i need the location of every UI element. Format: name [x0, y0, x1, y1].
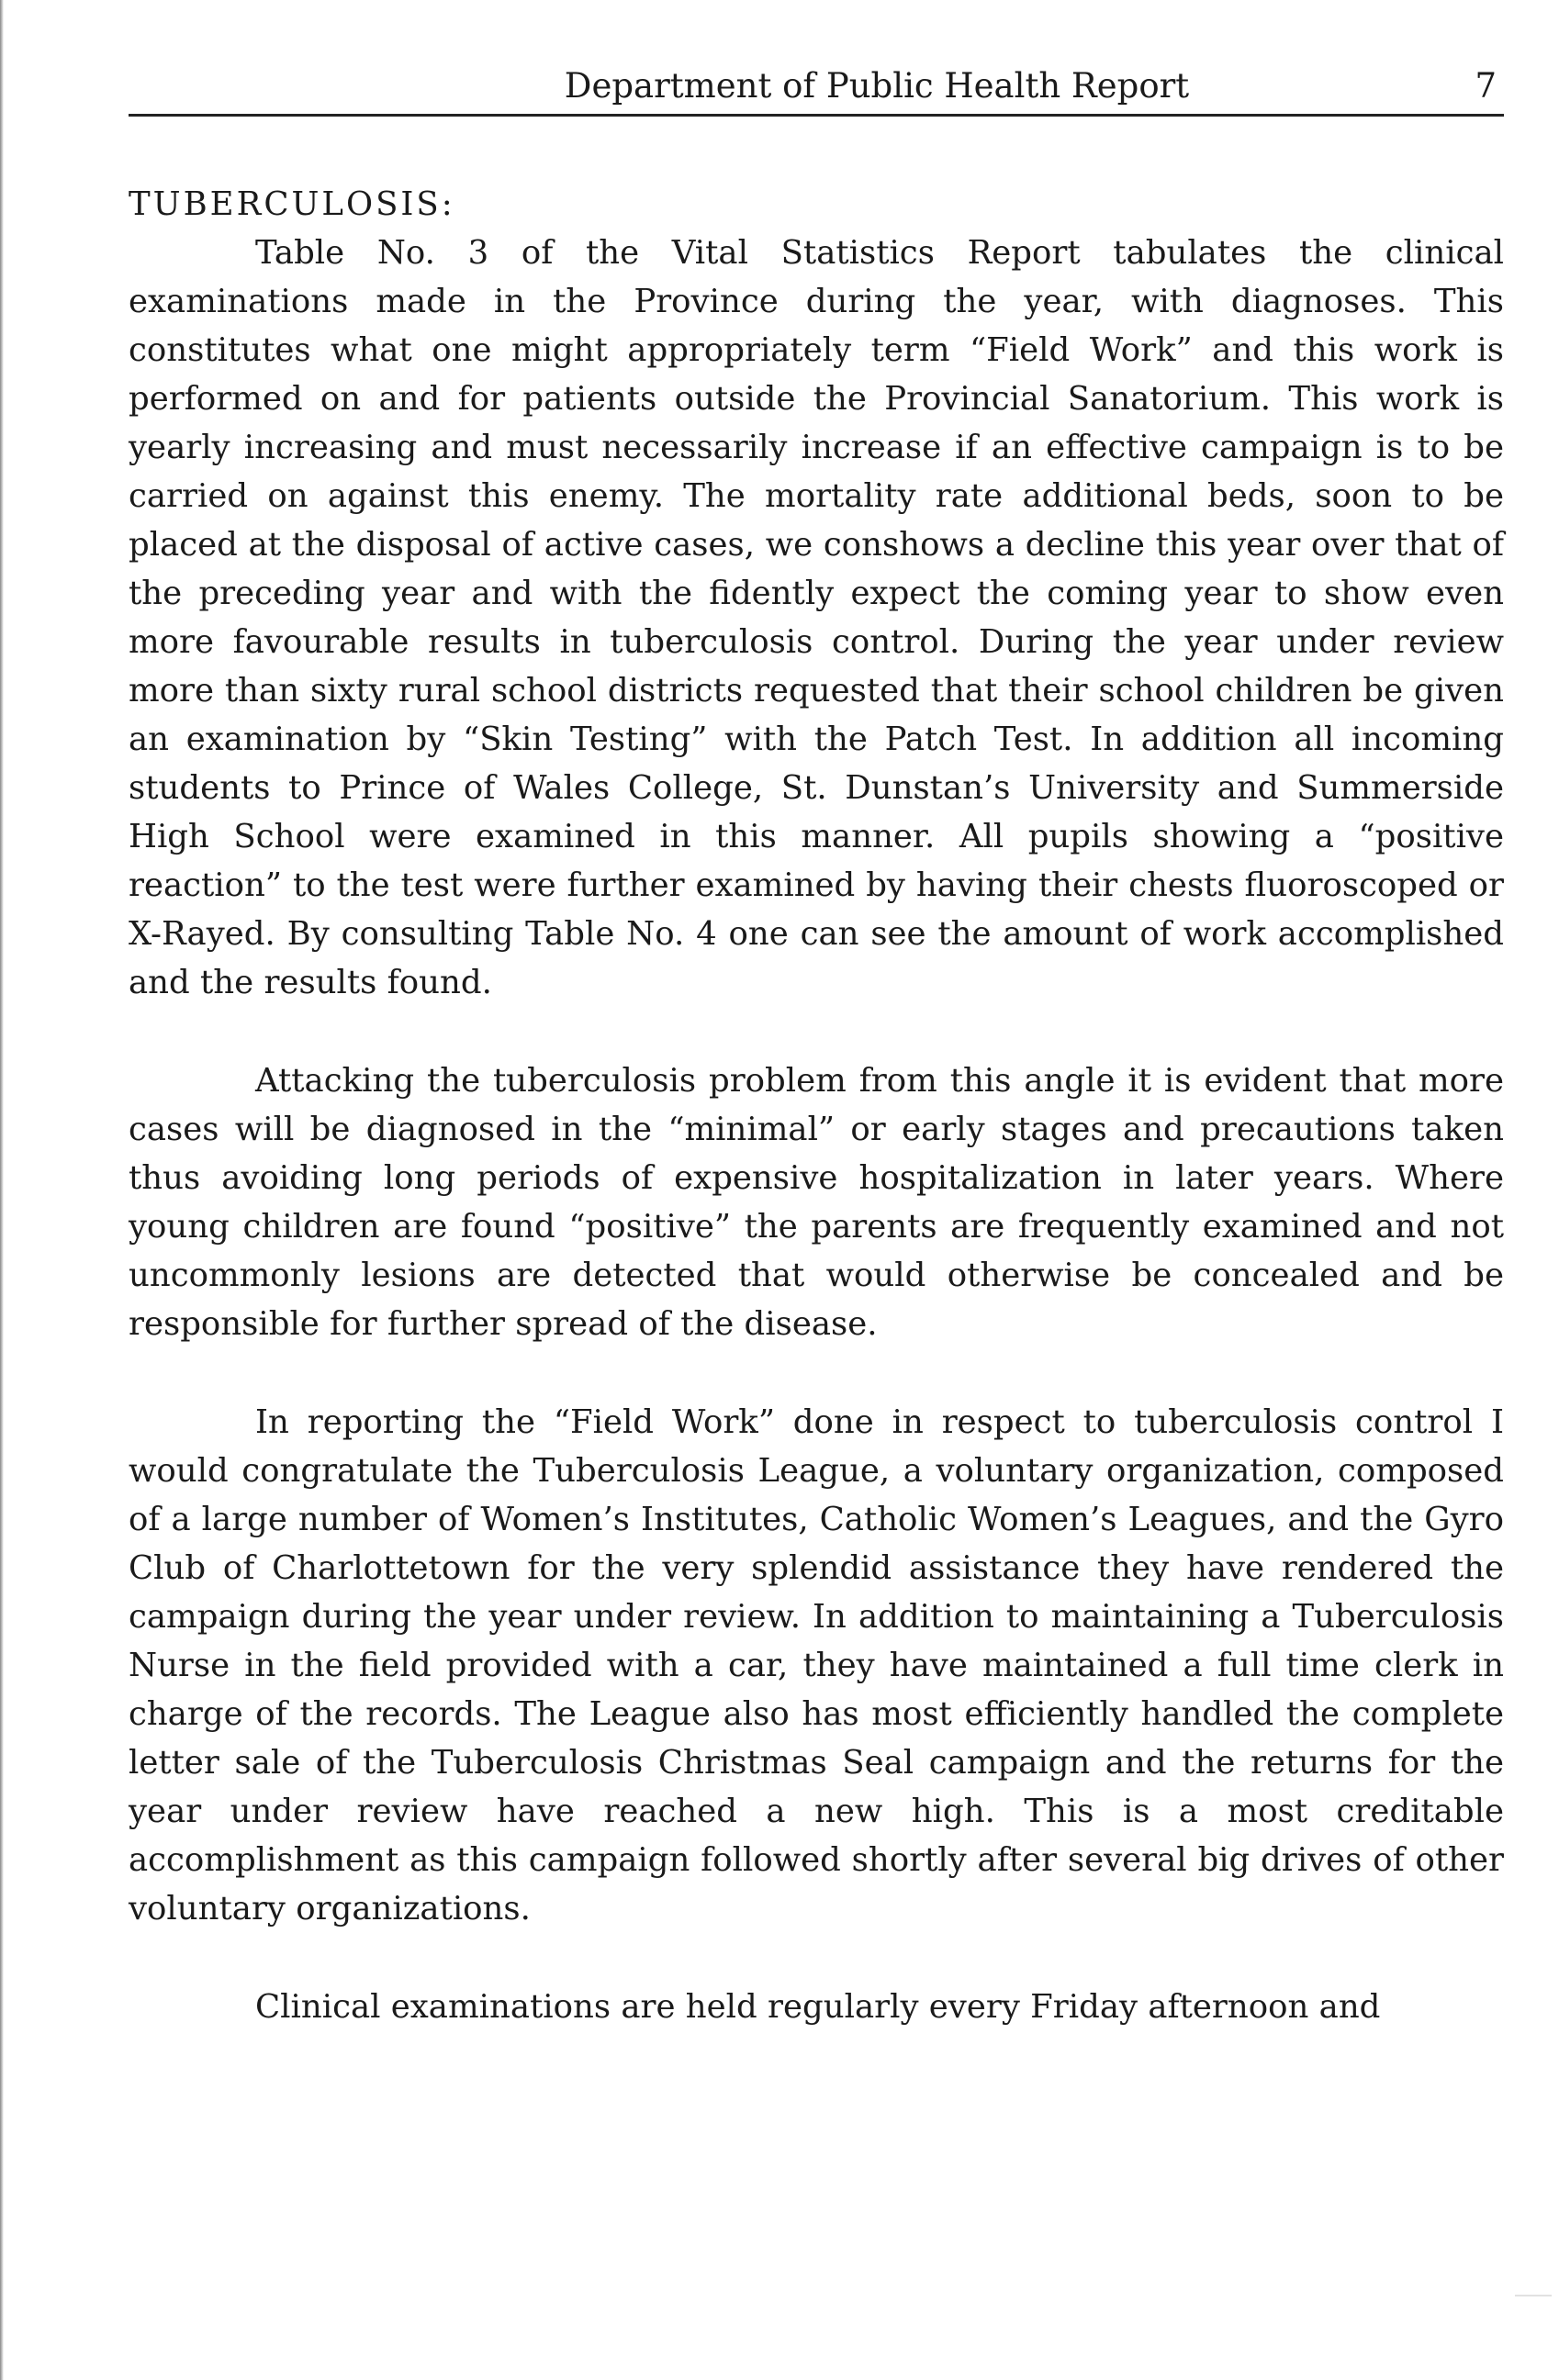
paragraph-field-work: Table No. 3 of the Vital Statistics Report tabulates the clinical examinations made in the Province during the year, with diagnoses. This constitutes what one might appropriately term “Field Work” and this work is performed on and for patients outside the Provincial Sanatorium. This work is yearly increasing and must necessarily increase if an effective campaign is to be carried on against this enemy. The mortality rate additional beds, soon to be placed at the disposal of active cases, we conshows a decline this year over that of the preceding year and with the fidently expect the coming year to show even more favourable results in tuberculosis control. During the year under review more than sixty rural school districts requested that their school children be given an examination by “Skin Testing” with the Patch Test. In addition all incoming students to Prince of Wales College, St. Dunstan’s University and Summerside High School were examined in this manner. All pupils showing a “positive reaction” to the test were further examined by having their chests fluoroscoped or X-Rayed. By consulting Table No. 4 one can see the amount of work accomplished and the results found. — [129, 234, 1504, 1001]
header-rule — [129, 114, 1504, 117]
page-number: 7 — [1475, 66, 1497, 106]
page-edge-shadow — [0, 0, 4, 2380]
header-title: Department of Public Health Report — [564, 66, 1190, 106]
scan-mark — [1515, 2295, 1552, 2296]
paragraph-clinical-examinations: Clinical examinations are held regularly every Friday afternoon and — [255, 1988, 1381, 2026]
paragraph-tuberculosis-league: In reporting the “Field Work” done in respect to tuberculosis control I would congratulate the Tuberculosis League, a voluntary organization, composed of a large number of Women’s Institutes, Catholic Women’s Leagues, and the Gyro Club of Charlottetown for the very splendid assistance they have rendered the campaign during the year under review. In addition to maintaining a Tuberculosis Nurse in the field provided with a car, they have maintained a full time clerk in charge of the records. The League also has most efficiently handled the complete letter sale of the Tuberculosis Christmas Seal campaign and the returns for the year under review have reached a new high. This is a most creditable accomplishment as this campaign followed shortly after several big drives of other voluntary organizations. — [129, 1403, 1504, 1927]
body-text — [129, 180, 1504, 2031]
section-heading: TUBERCULOSIS: — [129, 185, 455, 223]
running-header — [129, 61, 1506, 112]
paragraph-attacking-problem: Attacking the tuberculosis problem from this angle it is evident that more cases will be diagnosed in the “minimal” or early stages and precautions taken thus avoiding long periods of expensive hospitalization in later years. Where young children are found “positive” the parents are frequently examined and not uncommonly lesions are detected that would otherwise be concealed and be responsible for further spread of the disease. — [129, 1062, 1504, 1343]
